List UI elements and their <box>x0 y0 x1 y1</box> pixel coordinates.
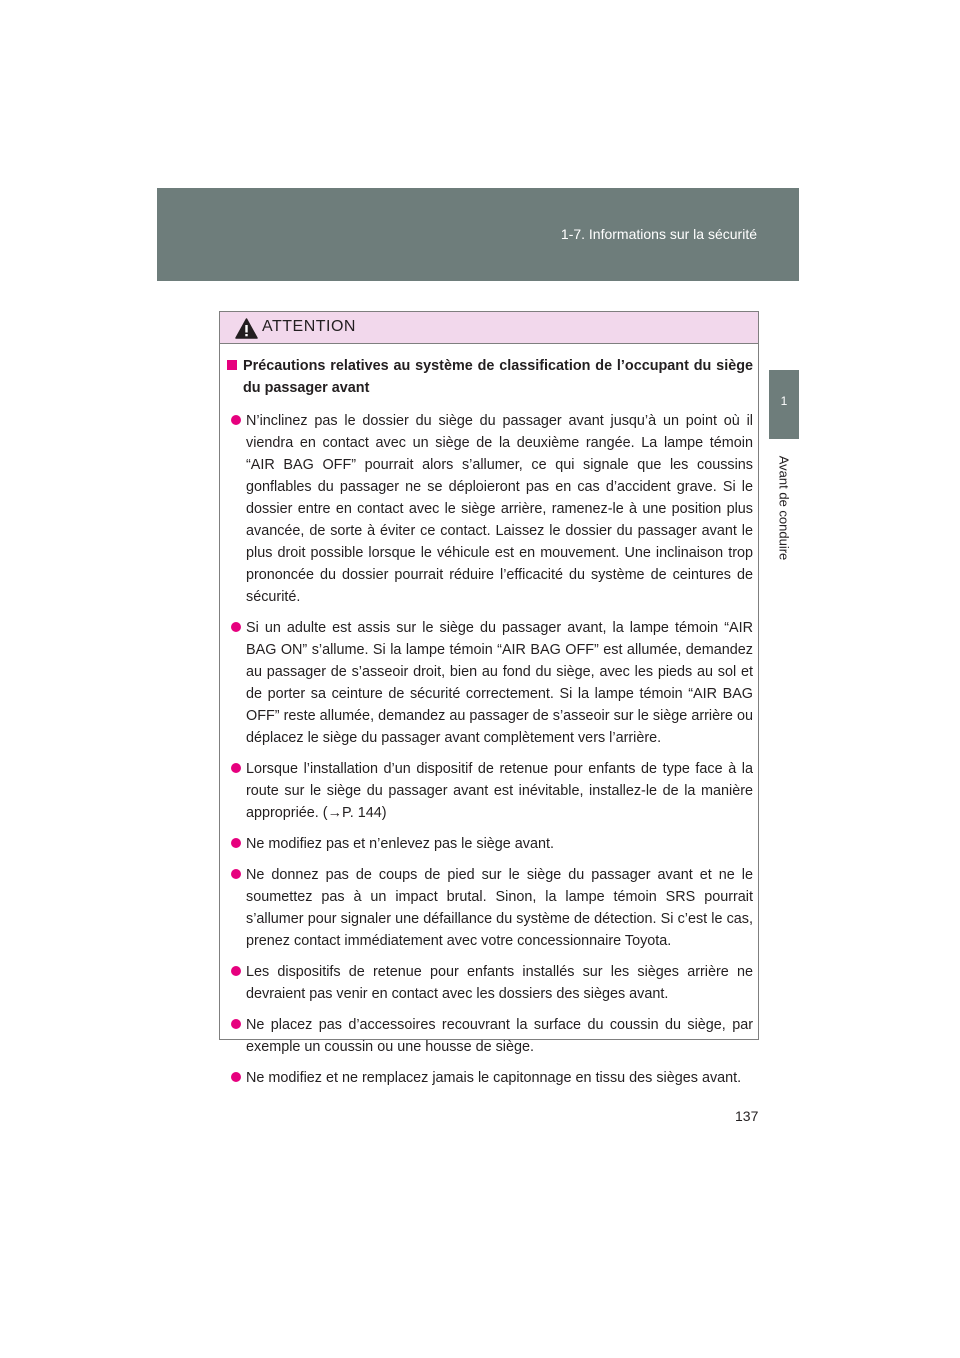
caution-box <box>219 311 759 1086</box>
chapter-tab <box>769 370 799 439</box>
list-item-text: Lorsque l’installation d’un dispositif de retenue pour enfants de type face à la route sur le siège du passager avant est inévitable, installez-le de la manière appropriée. (→P. 144) <box>246 761 753 821</box>
list-item-text: Ne donnez pas de coups de pied sur le siège du passager avant et ne le soumettez pas à un impact brutal. Sinon, la lampe témoin SRS pourrait s’allumer pour signaler une défaillance du système de détection. Si c’est le cas, prenez contact immédiatement avec votre concessionnaire Toyota. <box>246 867 753 949</box>
caution-title: ATTENTION <box>262 318 356 335</box>
page-number: 137 <box>735 1108 759 1124</box>
bullet-icon <box>231 415 241 425</box>
list-item-text: N’inclinez pas le dossier du siège du passager avant jusqu’à un point où il viendra en contact avec un siège de la deuxième rangée. La lampe témoin “AIR BAG OFF” pourrait alors s’allumer, ce qui signale que les coussins gonflables du passager ne se déploieront pas en cas d’accident grave. Si le dossier entre en contact avec le siège arrière, ramenez-le à une position plus avancée, de sorte à éviter ce contact. Laissez le dossier du passager avant le plus droit possible lorsque le véhicule est en mouvement. Une inclinaison trop prononcée du dossier pourrait réduire l’efficacité du système de ceintures de sécurité. <box>246 413 753 605</box>
list-item <box>227 617 753 749</box>
bullet-icon <box>231 763 241 773</box>
bullet-icon <box>231 838 241 848</box>
section-heading-text: Précautions relatives au système de classification de l’occupant du siège du passager avant <box>243 358 753 396</box>
chapter-title: 1-7. Informations sur la sécurité <box>560 226 757 242</box>
chapter-side-label: Avant de conduire <box>776 455 792 561</box>
list-item <box>227 864 753 952</box>
chapter-header <box>157 188 799 281</box>
list-item <box>227 410 753 608</box>
bullet-icon <box>231 869 241 879</box>
bullet-icon <box>231 622 241 632</box>
warning-triangle-icon <box>235 318 258 339</box>
bullet-icon <box>231 1072 241 1082</box>
list-item-text: Si un adulte est assis sur le siège du passager avant, la lampe témoin “AIR BAG ON” s’allume. Si la lampe témoin “AIR BAG OFF” est allumée, demandez au passager de s’asseoir droit, bien au fond du siège, avec les pieds au sol et de porter sa ceinture de sécurité correctement. Si la lampe témoin “AIR BAG OFF” reste allumée, demandez au passager de s’asseoir sur le siège arrière ou déplacez le siège du passager avant complètement vers l’arrière. <box>246 620 753 746</box>
bullet-icon <box>231 966 241 976</box>
list-item-text: Les dispositifs de retenue pour enfants installés sur les sièges arrière ne devraient pas venir en contact avec les dossiers des sièges avant. <box>246 964 753 1002</box>
list-item <box>227 961 753 1005</box>
list-item <box>227 1067 753 1089</box>
list-item <box>227 758 753 824</box>
caution-body <box>220 344 758 1089</box>
bullet-icon <box>231 1019 241 1029</box>
list-item <box>227 833 753 855</box>
square-bullet-icon <box>227 360 237 370</box>
list-item-text: Ne modifiez et ne remplacez jamais le capitonnage en tissu des sièges avant. <box>246 1070 742 1086</box>
caution-header <box>220 312 758 344</box>
list-item <box>227 1014 753 1058</box>
section-heading <box>227 355 753 399</box>
list-item-text: Ne modifiez pas et n’enlevez pas le siège avant. <box>246 836 554 852</box>
chapter-number: 1 <box>780 394 788 408</box>
list-item-text: Ne placez pas d’accessoires recouvrant la surface du coussin du siège, par exemple un coussin ou une housse de siège. <box>246 1017 753 1055</box>
